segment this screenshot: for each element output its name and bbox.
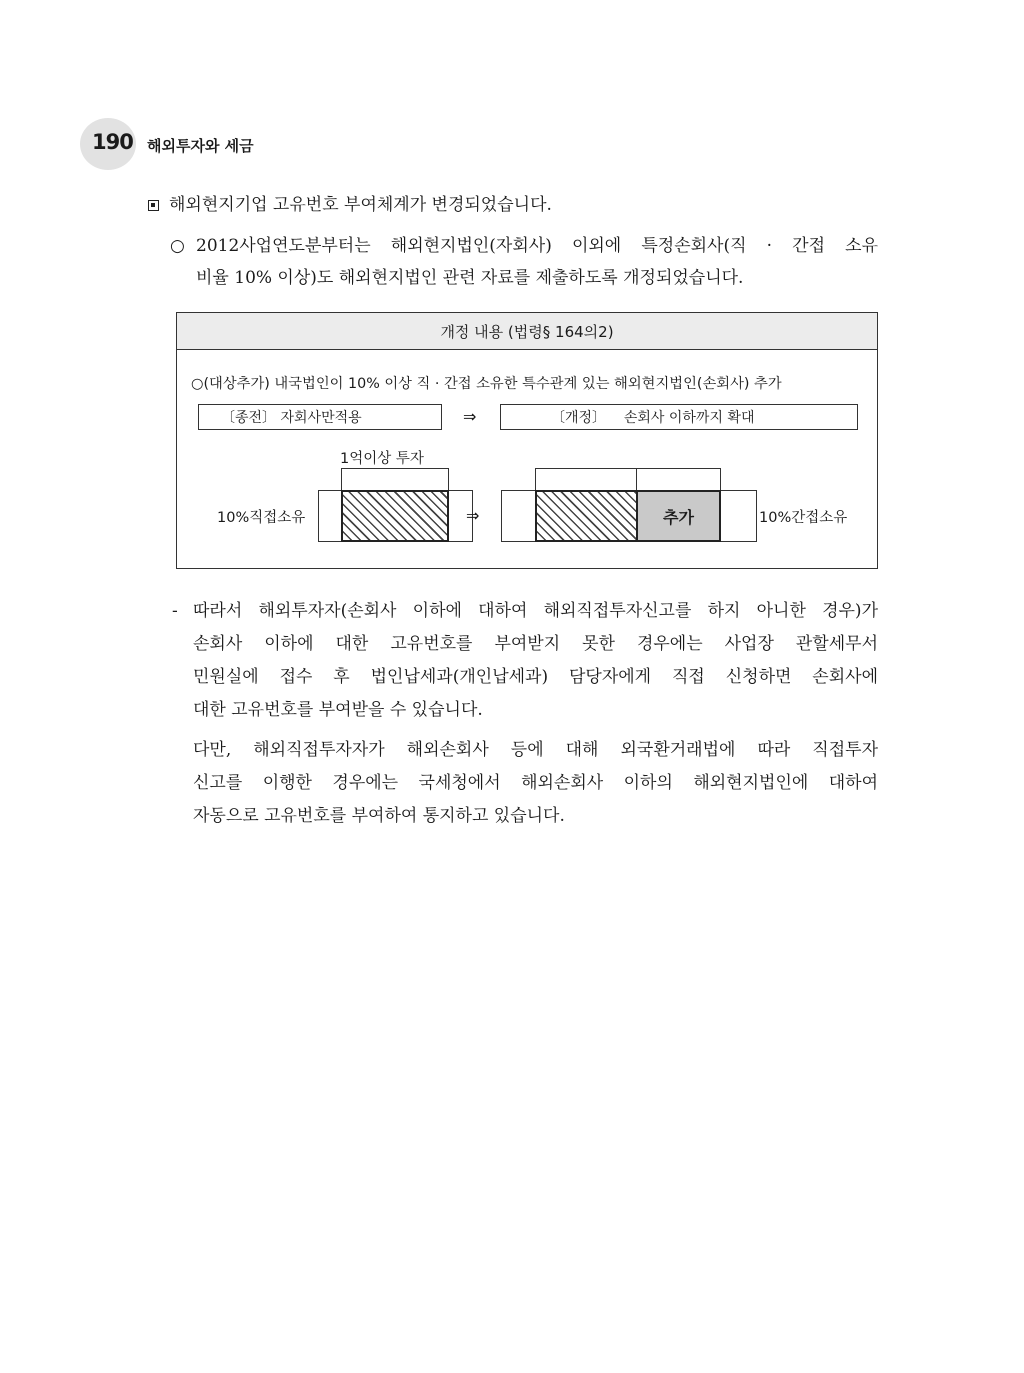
after-label-box: 〔개정〕 손회사 이하까지 확대 — [500, 404, 858, 430]
para1-line-4: 대한 고유번호를 부여받을 수 있습니다. — [193, 700, 483, 720]
direct-ownership-label: 10%직접소유 — [217, 510, 306, 526]
running-title: 해외투자와 세금 — [147, 137, 254, 155]
direct-hatched-box — [341, 490, 449, 542]
para1-line-3: 민원실에 접수 후 법인납세과(개인납세과) 담당자에게 직접 신청하면 손회사에 — [193, 667, 878, 687]
figure-title: 개정 내용 (법령§ 164의2) — [177, 313, 877, 350]
item-line-2: 비율 10% 이상)도 해외현지법인 관련 자료를 제출하도록 개정되었습니다. — [196, 268, 744, 288]
para1-line-1: 따라서 해외투자자(손회사 이하에 대하여 해외직접투자신고를 하지 아니한 경우)가 — [193, 601, 878, 621]
investment-bracket — [341, 468, 449, 492]
para1-line-2: 손회사 이하에 대한 고유번호를 부여받지 못한 경우에는 사업장 관할세무서 — [193, 634, 878, 654]
page-number: 190 — [92, 130, 133, 154]
dash-marker: - — [172, 601, 178, 621]
indirect-hatched-box — [535, 490, 638, 542]
para2-line-2: 신고를 이행한 경우에는 국세청에서 해외손회사 이하의 해외현지법인에 대하여 — [193, 773, 878, 793]
para2-line-3: 자동으로 고유번호를 부여하여 통지하고 있습니다. — [193, 806, 565, 826]
investment-label: 1억이상 투자 — [340, 451, 424, 467]
arrow-icon: ⇒ — [463, 407, 477, 426]
bracket-divider — [636, 468, 637, 492]
item-line-1: 2012사업연도분부터는 해외현지법인(자회사) 이외에 특정손회사(직 · 간접 소유 — [196, 236, 878, 256]
diagram-arrow-icon: ⇒ — [466, 506, 480, 525]
para2-line-1: 다만, 해외직접투자자가 해외손회사 등에 대해 외국환거래법에 따라 직접투자 — [193, 740, 878, 760]
figure-summary: ○(대상추가) 내국법인이 10% 이상 직 · 간접 소유한 특수관계 있는 해외현지법인(손회사) 추가 — [191, 376, 782, 392]
indirect-ownership-label: 10%간접소유 — [759, 510, 848, 526]
before-label-box: 〔종전〕 자회사만적용 — [198, 404, 442, 430]
section-heading: 해외현지기업 고유번호 부여체계가 변경되었습니다. — [148, 193, 552, 217]
item-marker: ○ — [170, 236, 185, 256]
indirect-top-bracket — [535, 468, 721, 492]
revision-figure — [176, 312, 878, 569]
square-bullet-icon — [148, 200, 159, 211]
added-box: 추가 — [636, 490, 721, 542]
